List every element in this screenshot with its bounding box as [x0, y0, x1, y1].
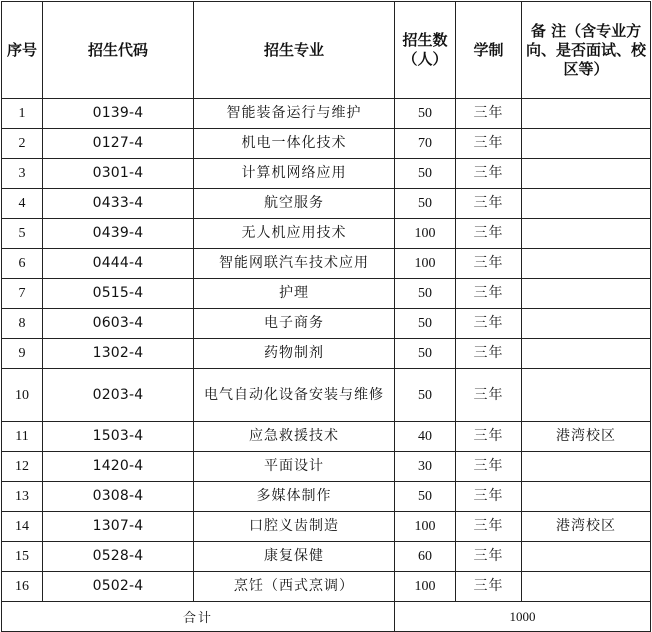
cell-code: 0139-4 — [43, 99, 194, 129]
cell-enrollment-count: 30 — [395, 452, 456, 482]
cell-duration: 三年 — [456, 219, 522, 249]
cell-enrollment-count: 50 — [395, 279, 456, 309]
cell-code: 0127-4 — [43, 129, 194, 159]
total-label: 合计 — [2, 602, 395, 632]
table-row — [2, 159, 651, 189]
cell-seq: 4 — [2, 189, 43, 219]
cell-code: 1302-4 — [43, 339, 194, 369]
cell-enrollment-count: 50 — [395, 339, 456, 369]
cell-duration: 三年 — [456, 339, 522, 369]
cell-seq: 10 — [2, 369, 43, 422]
cell-major: 电子商务 — [194, 309, 395, 339]
table-row — [2, 369, 651, 422]
header-code: 招生代码 — [43, 2, 194, 99]
cell-remarks — [522, 279, 651, 309]
cell-code: 0515-4 — [43, 279, 194, 309]
cell-seq: 3 — [2, 159, 43, 189]
cell-seq: 5 — [2, 219, 43, 249]
table-row — [2, 572, 651, 602]
cell-remarks: 港湾校区 — [522, 512, 651, 542]
cell-enrollment-count: 50 — [395, 309, 456, 339]
cell-remarks — [522, 482, 651, 512]
cell-seq: 16 — [2, 572, 43, 602]
table-row — [2, 129, 651, 159]
cell-seq: 8 — [2, 309, 43, 339]
cell-remarks — [522, 129, 651, 159]
table-row — [2, 422, 651, 452]
cell-enrollment-count: 50 — [395, 189, 456, 219]
cell-code: 1420-4 — [43, 452, 194, 482]
cell-duration: 三年 — [456, 249, 522, 279]
cell-seq: 11 — [2, 422, 43, 452]
cell-duration: 三年 — [456, 572, 522, 602]
cell-duration: 三年 — [456, 99, 522, 129]
header-major: 招生专业 — [194, 2, 395, 99]
cell-seq: 7 — [2, 279, 43, 309]
table-row — [2, 309, 651, 339]
cell-remarks — [522, 309, 651, 339]
cell-remarks: 港湾校区 — [522, 422, 651, 452]
cell-duration: 三年 — [456, 482, 522, 512]
table-row — [2, 249, 651, 279]
cell-duration: 三年 — [456, 452, 522, 482]
table-row — [2, 452, 651, 482]
cell-major: 计算机网络应用 — [194, 159, 395, 189]
cell-enrollment-count: 50 — [395, 482, 456, 512]
cell-code: 0444-4 — [43, 249, 194, 279]
cell-major: 航空服务 — [194, 189, 395, 219]
cell-remarks — [522, 572, 651, 602]
cell-major: 智能网联汽车技术应用 — [194, 249, 395, 279]
cell-remarks — [522, 189, 651, 219]
cell-code: 0603-4 — [43, 309, 194, 339]
enrollment-table — [1, 1, 651, 632]
cell-major: 无人机应用技术 — [194, 219, 395, 249]
cell-remarks — [522, 339, 651, 369]
cell-duration: 三年 — [456, 369, 522, 422]
header-remarks: 备 注（含专业方向、是否面试、校区等） — [522, 2, 651, 99]
cell-major: 药物制剂 — [194, 339, 395, 369]
table-row — [2, 189, 651, 219]
cell-enrollment-count: 50 — [395, 369, 456, 422]
cell-duration: 三年 — [456, 189, 522, 219]
cell-major: 智能装备运行与维护 — [194, 99, 395, 129]
cell-duration: 三年 — [456, 512, 522, 542]
table-row — [2, 542, 651, 572]
cell-remarks — [522, 249, 651, 279]
cell-code: 0301-4 — [43, 159, 194, 189]
header-enrollment-count: 招生数（人） — [395, 2, 456, 99]
cell-remarks — [522, 99, 651, 129]
cell-remarks — [522, 219, 651, 249]
cell-seq: 15 — [2, 542, 43, 572]
cell-major: 机电一体化技术 — [194, 129, 395, 159]
cell-remarks — [522, 452, 651, 482]
cell-seq: 6 — [2, 249, 43, 279]
cell-code: 0203-4 — [43, 369, 194, 422]
cell-major: 多媒体制作 — [194, 482, 395, 512]
cell-enrollment-count: 100 — [395, 249, 456, 279]
table-row — [2, 99, 651, 129]
cell-code: 0528-4 — [43, 542, 194, 572]
cell-enrollment-count: 100 — [395, 512, 456, 542]
cell-enrollment-count: 100 — [395, 219, 456, 249]
cell-code: 1503-4 — [43, 422, 194, 452]
cell-seq: 12 — [2, 452, 43, 482]
cell-code: 0502-4 — [43, 572, 194, 602]
cell-code: 1307-4 — [43, 512, 194, 542]
cell-enrollment-count: 40 — [395, 422, 456, 452]
cell-enrollment-count: 50 — [395, 99, 456, 129]
cell-enrollment-count: 70 — [395, 129, 456, 159]
table-row — [2, 279, 651, 309]
cell-major: 康复保健 — [194, 542, 395, 572]
header-seq: 序号 — [2, 2, 43, 99]
cell-code: 0433-4 — [43, 189, 194, 219]
cell-duration: 三年 — [456, 129, 522, 159]
total-row — [2, 602, 651, 632]
header-duration: 学制 — [456, 2, 522, 99]
cell-duration: 三年 — [456, 422, 522, 452]
cell-seq: 9 — [2, 339, 43, 369]
header-row — [2, 2, 651, 99]
cell-remarks — [522, 369, 651, 422]
cell-major: 平面设计 — [194, 452, 395, 482]
cell-seq: 14 — [2, 512, 43, 542]
table-row — [2, 482, 651, 512]
cell-seq: 1 — [2, 99, 43, 129]
cell-major: 护理 — [194, 279, 395, 309]
cell-duration: 三年 — [456, 159, 522, 189]
cell-remarks — [522, 542, 651, 572]
cell-major: 应急救援技术 — [194, 422, 395, 452]
cell-seq: 13 — [2, 482, 43, 512]
table-row — [2, 219, 651, 249]
table-row — [2, 512, 651, 542]
cell-major: 电气自动化设备安装与维修 — [194, 369, 395, 422]
cell-enrollment-count: 50 — [395, 159, 456, 189]
cell-major: 口腔义齿制造 — [194, 512, 395, 542]
cell-enrollment-count: 60 — [395, 542, 456, 572]
cell-duration: 三年 — [456, 309, 522, 339]
cell-seq: 2 — [2, 129, 43, 159]
cell-code: 0439-4 — [43, 219, 194, 249]
cell-duration: 三年 — [456, 279, 522, 309]
cell-major: 烹饪（西式烹调） — [194, 572, 395, 602]
total-value: 1000 — [395, 602, 651, 632]
cell-duration: 三年 — [456, 542, 522, 572]
cell-remarks — [522, 159, 651, 189]
cell-enrollment-count: 100 — [395, 572, 456, 602]
table-row — [2, 339, 651, 369]
cell-code: 0308-4 — [43, 482, 194, 512]
